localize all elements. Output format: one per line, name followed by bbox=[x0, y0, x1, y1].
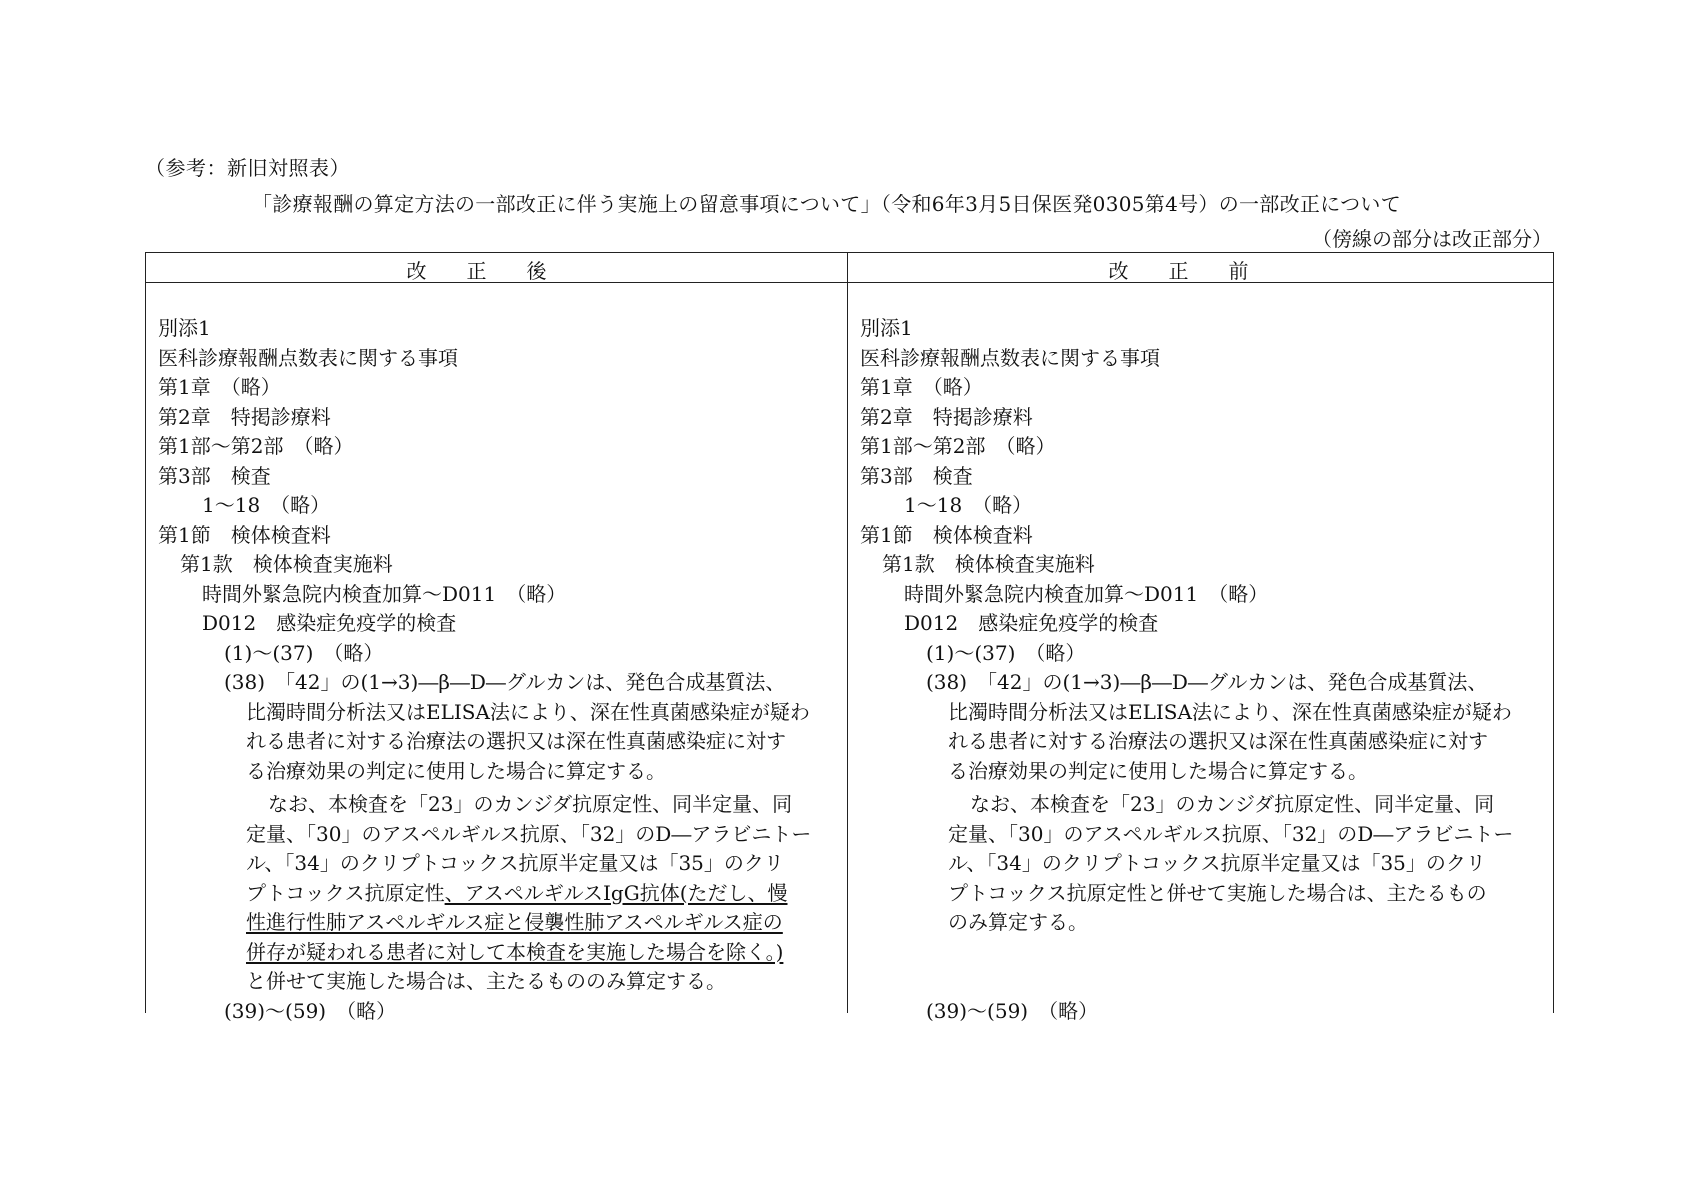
text-line: D012 感染症免疫学的検査 bbox=[904, 611, 1159, 635]
text-line: 1～18 （略） bbox=[904, 493, 1033, 517]
reference-label: （参考：新旧対照表） bbox=[145, 156, 350, 180]
after-column bbox=[158, 314, 838, 1026]
text-line: (38) 「42」の(1→3)―β―D―グルカンは、発色合成基質法、 bbox=[224, 670, 786, 694]
text-line: ル、「34」のクリプトコックス抗原半定量又は「35」のクリ bbox=[246, 851, 784, 875]
comparison-table bbox=[145, 252, 1554, 1023]
text-line: 定量、「30」のアスペルギルス抗原、「32」のD―アラビニトー bbox=[246, 821, 812, 846]
text-line: 第1節 検体検査料 bbox=[158, 522, 331, 547]
text-line: 第1部～第2部 （略） bbox=[860, 434, 1056, 458]
revised-text: 併存が疑われる患者に対して本検査を実施した場合を除く。) bbox=[246, 939, 784, 964]
text-line: 1～18 （略） bbox=[202, 493, 331, 517]
text-line: 定量、「30」のアスペルギルス抗原、「32」のD―アラビニトー bbox=[948, 821, 1514, 846]
text-line: 別添1 bbox=[158, 316, 211, 340]
text-line bbox=[158, 879, 838, 909]
text-line: 第3部 検査 bbox=[860, 463, 973, 488]
text-line: 別添1 bbox=[860, 316, 913, 340]
text-line: 第1章 （略） bbox=[860, 375, 983, 399]
text-line: 第1款 検体検査実施料 bbox=[180, 552, 393, 576]
underline-note: （傍線の部分は改正部分） bbox=[1312, 227, 1552, 251]
text-line bbox=[158, 938, 838, 968]
text-line: 第1款 検体検査実施料 bbox=[882, 552, 1095, 576]
text-line: 比濁時間分析法又はELISA法により、深在性真菌感染症が疑わ bbox=[246, 699, 810, 724]
text-line: (39)～(59) （略） bbox=[926, 998, 1099, 1023]
text-line: れる患者に対する治療法の選択又は深在性真菌感染症に対す bbox=[948, 729, 1488, 753]
text-line: (1)～(37) （略） bbox=[926, 640, 1086, 665]
col-after-heading: 改正後 bbox=[406, 259, 587, 283]
text-line: 第3部 検査 bbox=[158, 463, 271, 488]
before-column bbox=[860, 314, 1540, 1026]
text-line: 医科診療報酬点数表に関する事項 bbox=[860, 345, 1160, 370]
text-line: 医科診療報酬点数表に関する事項 bbox=[158, 345, 458, 370]
text-line: る治療効果の判定に使用した場合に算定する。 bbox=[246, 758, 666, 783]
text-line: る治療効果の判定に使用した場合に算定する。 bbox=[948, 758, 1368, 783]
text-line: (38) 「42」の(1→3)―β―D―グルカンは、発色合成基質法、 bbox=[926, 670, 1488, 694]
text-line: れる患者に対する治療法の選択又は深在性真菌感染症に対す bbox=[246, 729, 786, 753]
text-segment: プトコックス抗原定性 bbox=[246, 880, 445, 905]
text-line: 比濁時間分析法又はELISA法により、深在性真菌感染症が疑わ bbox=[948, 699, 1512, 724]
text-line: 時間外緊急院内検査加算～D011 （略） bbox=[202, 581, 567, 606]
text-line: 第1章 （略） bbox=[158, 375, 281, 399]
revised-text: 性進行性肺アスペルギルス症と侵襲性肺アスペルギルス症の bbox=[246, 910, 783, 934]
text-line: と併せて実施した場合は、主たるもののみ算定する。 bbox=[246, 969, 726, 993]
col-before-heading: 改正前 bbox=[1108, 259, 1289, 283]
text-line: なお、本検査を「23」のカンジダ抗原定性、同半定量、同 bbox=[970, 792, 1495, 816]
document-title: 「診療報酬の算定方法の一部改正に伴う実施上の留意事項について」（令和6年3月5日保医発0305第4号）の一部改正について bbox=[252, 192, 1401, 216]
text-line: (39)～(59) （略） bbox=[224, 998, 397, 1023]
text-line: ル、「34」のクリプトコックス抗原半定量又は「35」のクリ bbox=[948, 851, 1486, 875]
text-line: 第1部～第2部 （略） bbox=[158, 434, 354, 458]
text-line: プトコックス抗原定性と併せて実施した場合は、主たるもの bbox=[948, 880, 1487, 905]
text-line: のみ算定する。 bbox=[948, 910, 1088, 934]
text-line: 第2章 特掲診療料 bbox=[860, 404, 1033, 429]
table-header-row bbox=[146, 253, 1553, 283]
text-line: D012 感染症免疫学的検査 bbox=[202, 611, 457, 635]
column-divider bbox=[847, 253, 848, 1013]
text-line: 第1節 検体検査料 bbox=[860, 522, 1033, 547]
revised-text: 、アスペルギルスIgG抗体(ただし、慢 bbox=[444, 880, 788, 905]
text-line: なお、本検査を「23」のカンジダ抗原定性、同半定量、同 bbox=[268, 792, 793, 816]
text-line: 時間外緊急院内検査加算～D011 （略） bbox=[904, 581, 1269, 606]
text-line: 第2章 特掲診療料 bbox=[158, 404, 331, 429]
text-line bbox=[158, 908, 838, 938]
text-line: (1)～(37) （略） bbox=[224, 640, 384, 665]
